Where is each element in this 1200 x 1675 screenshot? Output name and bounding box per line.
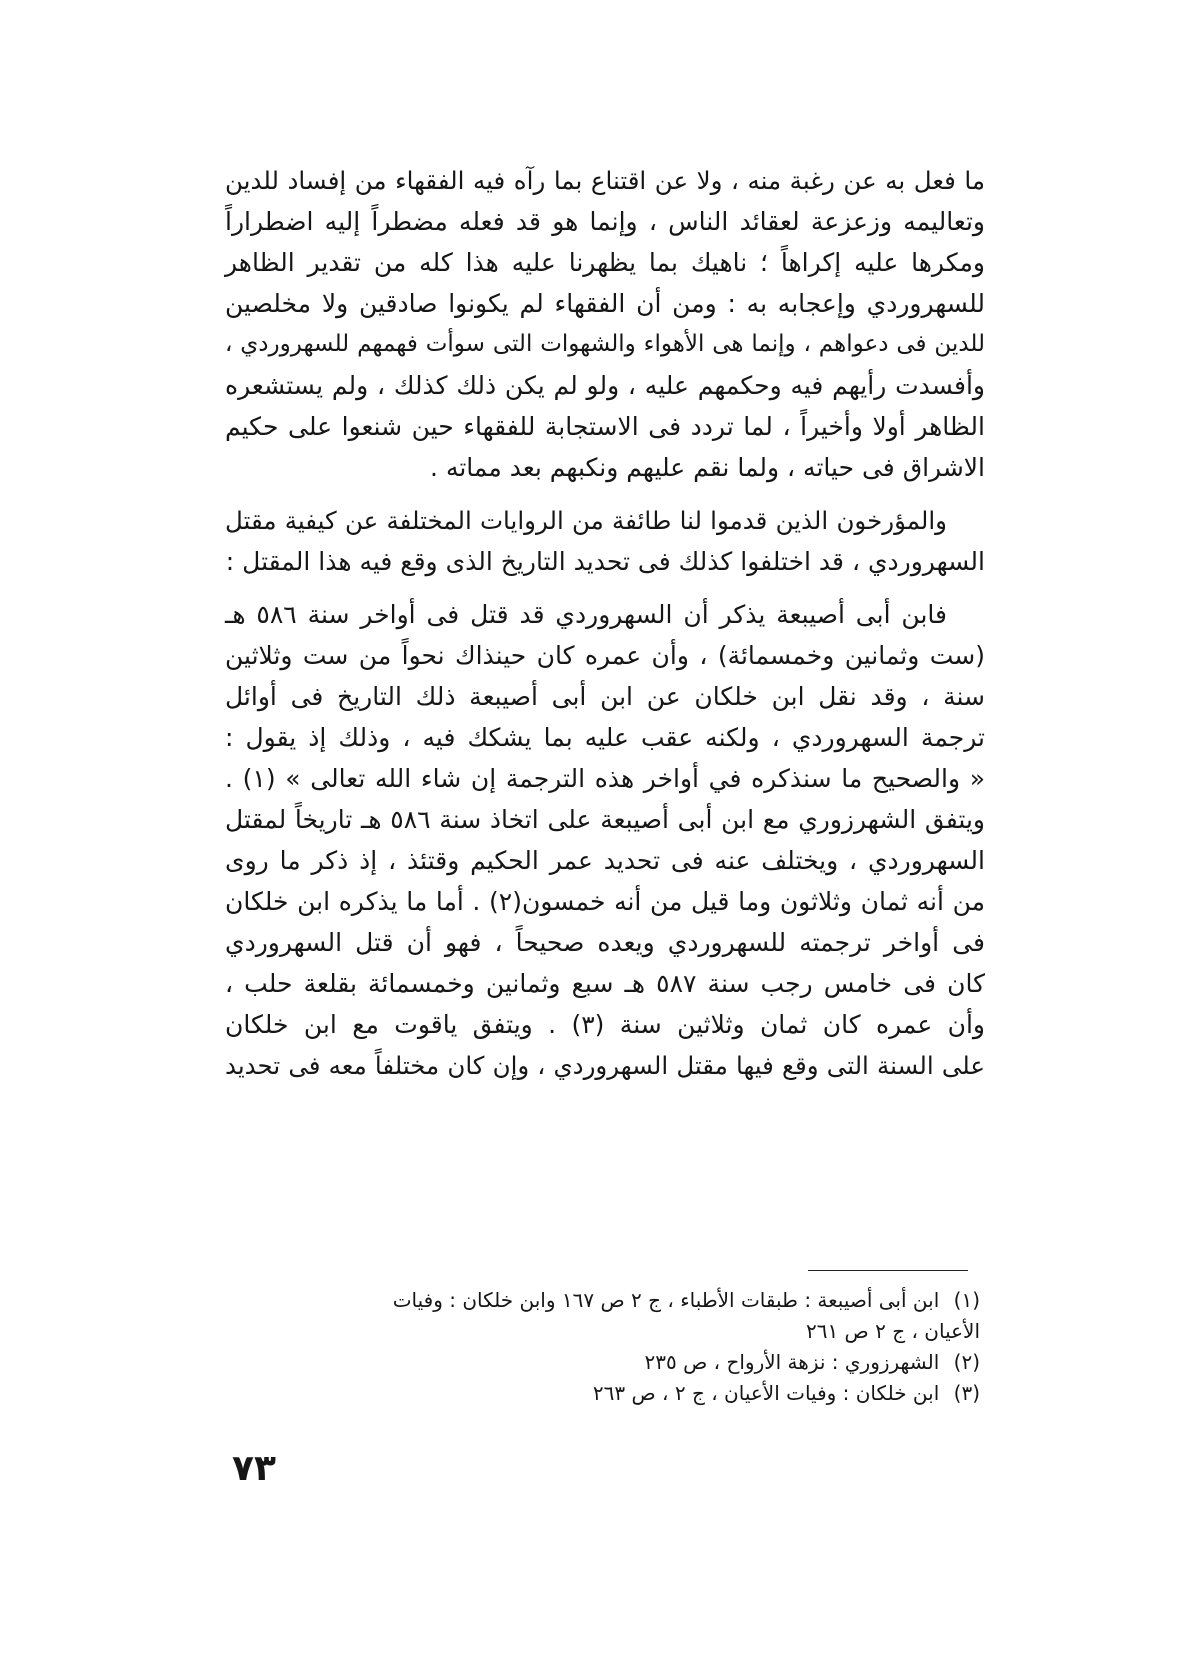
- text-line: سنة ، وقد نقل ابن خلكان عن ابن أبى أصيبعة ذلك التاريخ فى أوائل: [225, 682, 985, 711]
- text-line: فابن أبى أصيبعة يذكر أن السهروردي قد قتل فى أواخر سنة ٥٨٦ هـ: [225, 600, 947, 629]
- text-line: وتعاليمه وزعزعة لعقائد الناس ، وإنما هو قد فعله مضطراً إليه اضطراراً: [225, 207, 985, 236]
- text-line: ما فعل به عن رغبة منه ، ولا عن اقتناع بما رآه فيه الفقهاء من إفساد للدين: [225, 166, 985, 195]
- text-line: على السنة التى وقع فيها مقتل السهروردي ، وإن كان مختلفاً معه فى تحديد: [225, 1051, 985, 1080]
- footnote-number: (٢): [953, 1350, 980, 1374]
- text-line: من أنه ثمان وثلاثون وما قيل من أنه خمسون(٢) . أما ما يذكره ابن خلكان: [225, 887, 985, 916]
- text-line: (ست وثمانين وخمسمائة) ، وأن عمره كان حينذاك نحواً من ست وثلاثين: [225, 641, 985, 670]
- footnote-text: ابن خلكان : وفيات الأعيان ، ج ٢ ، ص ٢٦٣: [592, 1381, 940, 1405]
- paragraph: [225, 500, 985, 582]
- footnotes: [230, 1285, 980, 1409]
- page-number: ٧٣: [232, 1448, 276, 1489]
- footnote-continuation: الأعيان ، ج ٢ ص ٢٦١: [805, 1319, 980, 1343]
- text-line: « والصحيح ما سنذكره في أواخر هذه الترجمة إن شاء الله تعالى » (١) .: [225, 764, 985, 793]
- main-text: [225, 160, 985, 1086]
- text-line: كان فى خامس رجب سنة ٥٨٧ هـ سبع وثمانين وخمسمائة بقلعة حلب ،: [225, 969, 985, 998]
- footnote-number: (٣): [953, 1381, 980, 1405]
- footnote: [230, 1347, 980, 1378]
- footnote: [230, 1378, 980, 1409]
- footnote-number: (١): [953, 1288, 980, 1312]
- footnote: [230, 1285, 980, 1316]
- text-line: ترجمة السهروردي ، ولكنه عقب عليه بما يشكك فيه ، وذلك إذ يقول :: [225, 723, 985, 752]
- text-line: فى أواخر ترجمته للسهروردي ويعده صحيحاً ، فهو أن قتل السهروردي: [225, 928, 985, 957]
- text-line: ويتفق الشهرزوري مع ابن أبى أصيبعة على اتخاذ سنة ٥٨٦ هـ تاريخاً لمقتل: [225, 805, 985, 834]
- footnote-separator: [808, 1270, 968, 1271]
- text-line: وأفسدت رأيهم فيه وحكمهم عليه ، ولو لم يكن ذلك كذلك ، ولم يستشعره: [225, 371, 985, 400]
- text-line: ومكرها عليه إكراهاً ؛ ناهيك بما يظهرنا عليه هذا كله من تقدير الظاهر: [225, 248, 985, 277]
- text-line: السهروردي ، قد اختلفوا كذلك فى تحديد التاريخ الذى وقع فيه هذا المقتل :: [225, 547, 985, 576]
- footnote-text: ابن أبى أصيبعة : طبقات الأطباء ، ج ٢ ص ١٦٧ وابن خلكان : وفيات: [392, 1288, 940, 1312]
- text-line: الظاهر أولا وأخيراً ، لما تردد فى الاستجابة للفقهاء حين شنعوا على حكيم: [225, 412, 985, 441]
- text-line: للسهروردي وإعجابه به : ومن أن الفقهاء لم يكونوا صادقين ولا مخلصين: [225, 289, 985, 318]
- footnote-text: الشهرزوري : نزهة الأرواح ، ص ٢٣٥: [644, 1350, 940, 1374]
- text-line: للدين فى دعواهم ، وإنما هى الأهواء والشهوات التى سوأت فهمهم للسهروردي ،: [225, 331, 985, 357]
- text-line: السهروردي ، ويختلف عنه فى تحديد عمر الحكيم وقتئذ ، إذ ذكر ما روى: [225, 846, 985, 875]
- paragraph: [225, 594, 985, 1086]
- text-line: والمؤرخون الذين قدموا لنا طائفة من الروايات المختلفة عن كيفية مقتل: [225, 506, 947, 535]
- paragraph: [225, 160, 985, 488]
- text-line: وأن عمره كان ثمان وثلاثين سنة (٣) . ويتفق ياقوت مع ابن خلكان: [225, 1010, 986, 1039]
- text-line: الاشراق فى حياته ، ولما نقم عليهم ونكبهم بعد مماته .: [430, 453, 985, 482]
